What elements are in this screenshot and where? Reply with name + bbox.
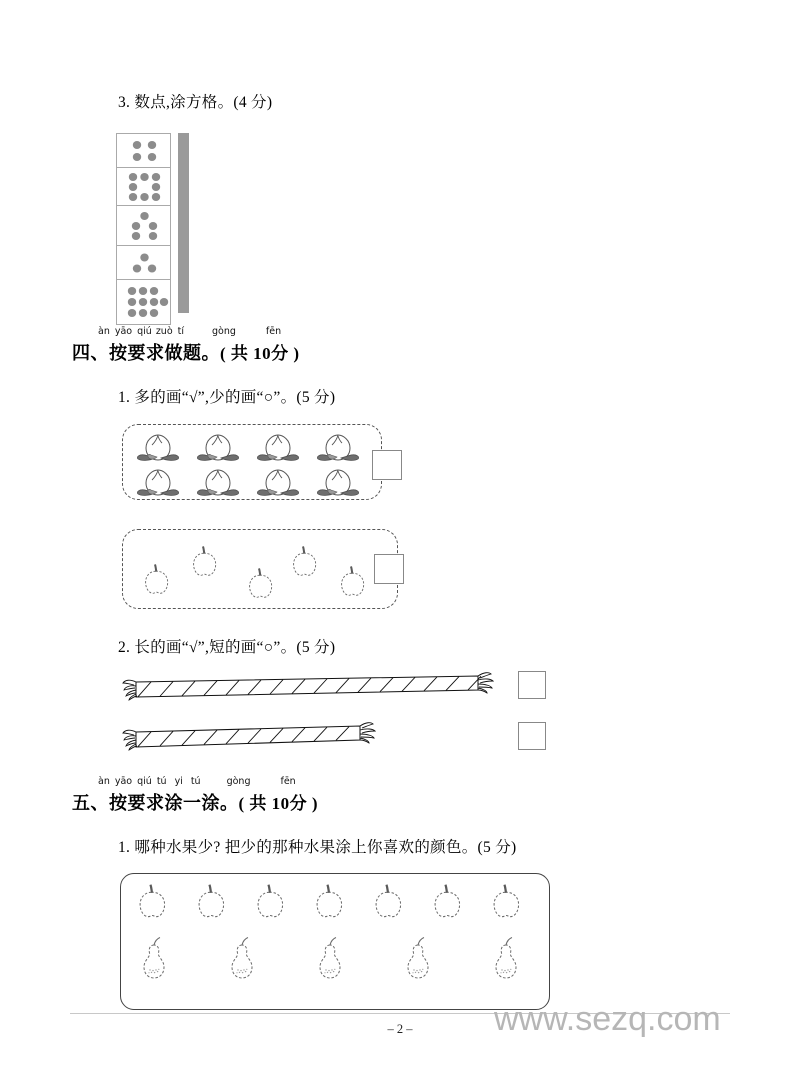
grid-cell[interactable] bbox=[188, 205, 189, 241]
apple-icon bbox=[435, 885, 459, 917]
apple-icon bbox=[140, 885, 164, 917]
pinyin-syllable: tí bbox=[177, 326, 185, 337]
dice-column bbox=[116, 133, 171, 325]
peach-answer-box[interactable] bbox=[372, 450, 402, 480]
apple-group-panel bbox=[122, 529, 398, 609]
apple-icon bbox=[146, 564, 168, 593]
rope-short-answer-box[interactable] bbox=[518, 722, 546, 750]
section-4-score: ( 共 10分 ) bbox=[220, 344, 300, 363]
pinyin-syllable: yāo bbox=[114, 326, 133, 337]
peach-group-illustration bbox=[123, 425, 383, 501]
peach-icon bbox=[317, 435, 358, 460]
apple-group-illustration bbox=[123, 530, 399, 610]
apple-icon bbox=[258, 885, 282, 917]
peach-group-panel bbox=[122, 424, 382, 500]
pear-icon bbox=[232, 938, 252, 979]
dice-face-5 bbox=[117, 206, 170, 246]
coloring-grid[interactable] bbox=[178, 133, 189, 313]
pinyin-syllable: yāo bbox=[114, 776, 133, 787]
grid-row bbox=[179, 134, 189, 170]
peach-icon bbox=[137, 470, 178, 495]
pear-icon bbox=[144, 938, 164, 979]
apple-icon bbox=[342, 566, 364, 595]
pear-icon bbox=[320, 938, 340, 979]
page-number: – 2 – bbox=[387, 1022, 413, 1036]
rope-long-illustration bbox=[122, 668, 502, 708]
apple-answer-box[interactable] bbox=[374, 554, 404, 584]
section-4-question-1-label: 1. 多的画“√”,少的画“○”。(5 分) bbox=[118, 389, 336, 406]
pinyin-syllable: fēn bbox=[265, 326, 282, 337]
peach-icon bbox=[317, 470, 358, 495]
peach-icon bbox=[137, 435, 178, 460]
pear-icon bbox=[408, 938, 428, 979]
grid-cell[interactable] bbox=[188, 277, 189, 313]
apple-icon bbox=[376, 885, 400, 917]
rope-long-answer-box[interactable] bbox=[518, 671, 546, 699]
pinyin-syllable: gòng bbox=[226, 776, 251, 787]
grid-cell[interactable] bbox=[188, 241, 189, 277]
section-5-score: ( 共 10分 ) bbox=[238, 794, 319, 813]
dice-face-8 bbox=[117, 168, 170, 206]
pinyin-syllable: àn bbox=[98, 326, 110, 337]
apple-icon bbox=[494, 885, 518, 917]
pinyin-syllable: gòng bbox=[212, 326, 236, 337]
grid-row bbox=[179, 169, 189, 205]
dice-face-3 bbox=[117, 246, 170, 280]
grid-row bbox=[179, 277, 189, 313]
grid-cell[interactable] bbox=[188, 134, 189, 170]
pinyin-syllable: qiú bbox=[137, 326, 152, 337]
section-5-heading bbox=[72, 776, 318, 815]
pinyin-syllable: yi bbox=[174, 776, 183, 787]
section-4-question-2-label: 2. 长的画“√”,短的画“○”。(5 分) bbox=[118, 639, 336, 656]
grid-cell[interactable] bbox=[188, 169, 189, 205]
apple-icon bbox=[199, 885, 223, 917]
pinyin-syllable: qiú bbox=[137, 776, 152, 787]
peach-icon bbox=[197, 470, 238, 495]
section-4-title: 四、按要求做题。 bbox=[72, 343, 220, 363]
pear-icon bbox=[496, 938, 516, 979]
pinyin-syllable: tú bbox=[156, 776, 167, 787]
grid-row bbox=[179, 205, 189, 241]
fruit-compare-panel[interactable] bbox=[120, 873, 550, 1010]
rope-short-illustration bbox=[122, 718, 384, 758]
section-5-title: 五、按要求涂一涂。 bbox=[72, 793, 239, 813]
apple-icon bbox=[250, 568, 272, 597]
pinyin-syllable: àn bbox=[98, 776, 110, 787]
section-4-pinyin bbox=[98, 326, 300, 339]
apple-icon bbox=[294, 546, 316, 575]
site-watermark: www.sezq.com bbox=[494, 1000, 721, 1038]
peach-icon bbox=[257, 470, 298, 495]
section-5-title-row bbox=[72, 789, 318, 815]
pinyin-syllable: tú bbox=[190, 776, 201, 787]
grid-row bbox=[179, 241, 189, 277]
dice-face-10 bbox=[117, 280, 170, 324]
peach-icon bbox=[257, 435, 298, 460]
section-5-question-1-label: 1. 哪种水果少? 把少的那种水果涂上你喜欢的颜色。(5 分) bbox=[118, 839, 517, 856]
apple-icon bbox=[194, 546, 216, 575]
fruit-rows-illustration bbox=[121, 874, 551, 1011]
pinyin-syllable: fēn bbox=[280, 776, 296, 787]
pinyin-syllable: zuò bbox=[155, 326, 173, 337]
question-3-label: 3. 数点,涂方格。(4 分) bbox=[118, 94, 273, 111]
dice-face-4 bbox=[117, 134, 170, 168]
peach-icon bbox=[197, 435, 238, 460]
apple-icon bbox=[317, 885, 341, 917]
section-4-heading bbox=[72, 326, 300, 365]
section-5-pinyin bbox=[98, 776, 318, 789]
section-4-title-row bbox=[72, 339, 300, 365]
